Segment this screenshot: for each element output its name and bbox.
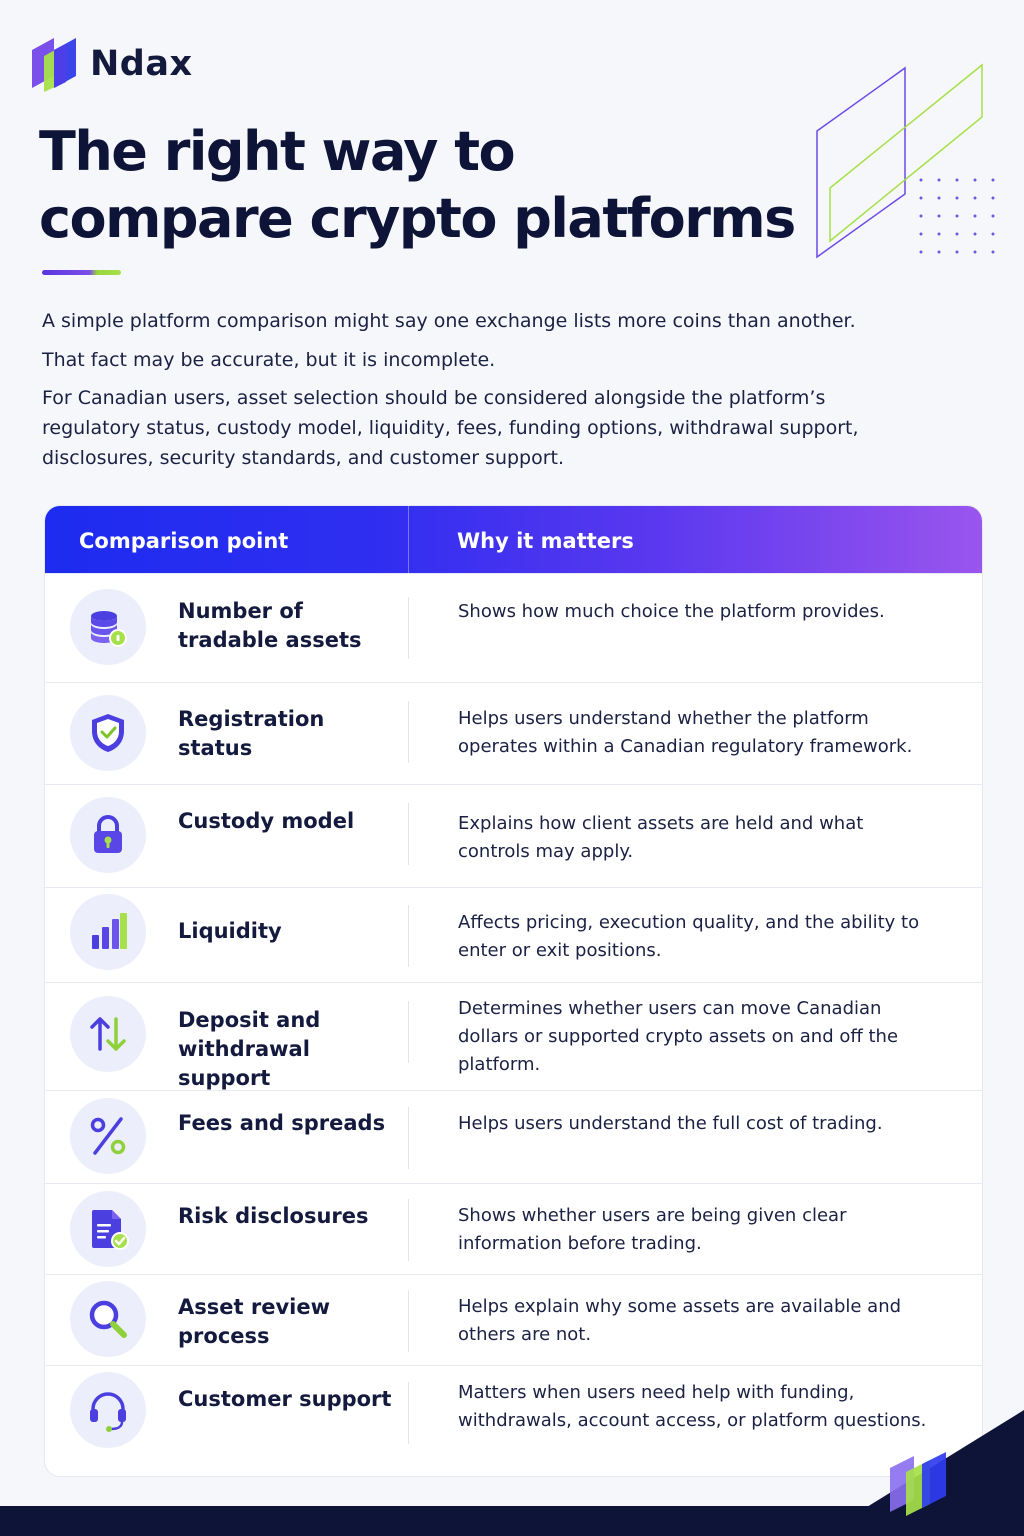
row-divider [408,1199,409,1261]
point-label: Asset review process [178,1295,330,1348]
point-label: Risk disclosures [178,1204,369,1228]
table-row [45,1090,982,1183]
row-divider [408,1107,409,1169]
point-label: Deposit and withdrawal support [178,1008,321,1090]
row-divider [408,905,409,967]
table-row [45,784,982,887]
up-down-arrows-icon [70,996,146,1072]
why-text: Shows how much choice the platform provides. [458,601,885,622]
row-divider [408,1290,409,1352]
table-row [45,982,982,1090]
why-text: Matters when users need help with funding, withdrawals, account access, or platform questions. [458,1382,927,1431]
row-divider [408,1382,409,1444]
title-accent-bar [42,270,121,275]
percent-icon [70,1098,146,1174]
table-row [45,1274,982,1365]
title-line-2: compare crypto platforms [39,187,795,250]
table-row [45,887,982,982]
intro-paragraph-3: For Canadian users, asset selection should be considered alongside the platform’s regulatory status, custody model, liquidity, fees, funding options, withdrawal support, disclosures, security standards, and customer support. [42,387,859,469]
header-comparison-point: Comparison point [79,529,289,553]
header-divider [408,506,409,573]
point-label: Customer support [178,1387,392,1411]
header-why-it-matters: Why it matters [457,529,634,553]
ndax-cube-icon [888,1450,958,1516]
ndax-cube-icon [30,36,78,92]
bar-chart-icon [70,894,146,970]
table-row [45,573,982,682]
decorative-parallelograms [810,58,1005,268]
why-text: Helps explain why some assets are available and others are not. [458,1296,902,1345]
why-text: Explains how client assets are held and what controls may apply. [458,813,864,862]
row-divider [408,1001,409,1063]
brand-logo [30,36,193,92]
document-check-icon [70,1191,146,1267]
row-divider [408,597,409,659]
point-label: Custody model [178,809,355,833]
table-row [45,682,982,784]
brand-name: Ndax [90,44,193,84]
point-label: Registration status [178,707,325,760]
headset-icon [70,1372,146,1448]
intro-paragraph-1: A simple platform comparison might say one exchange lists more coins than another. [42,310,856,332]
page-title [39,118,795,252]
why-text: Affects pricing, execution quality, and the ability to enter or exit positions. [458,912,920,961]
table-row [45,1183,982,1274]
comparison-table [44,505,983,1477]
intro-text [42,308,862,473]
row-divider [408,701,409,763]
why-text: Helps users understand the full cost of trading. [458,1113,883,1134]
why-text: Shows whether users are being given clear information before trading. [458,1205,847,1254]
why-text: Helps users understand whether the platform operates within a Canadian regulatory framework. [458,708,913,757]
intro-paragraph-2: That fact may be accurate, but it is incomplete. [42,349,496,371]
magnifier-icon [70,1281,146,1357]
title-line-1: The right way to [39,120,515,183]
point-label: Liquidity [178,919,282,943]
padlock-icon [70,797,146,873]
point-label: Number of tradable assets [178,599,362,652]
why-text: Determines whether users can move Canadian dollars or supported crypto assets on and off the platform. [458,998,899,1075]
row-divider [408,803,409,865]
point-label: Fees and spreads [178,1111,386,1135]
table-header [45,506,982,573]
shield-check-icon [70,695,146,771]
coin-stack-icon [70,589,146,665]
